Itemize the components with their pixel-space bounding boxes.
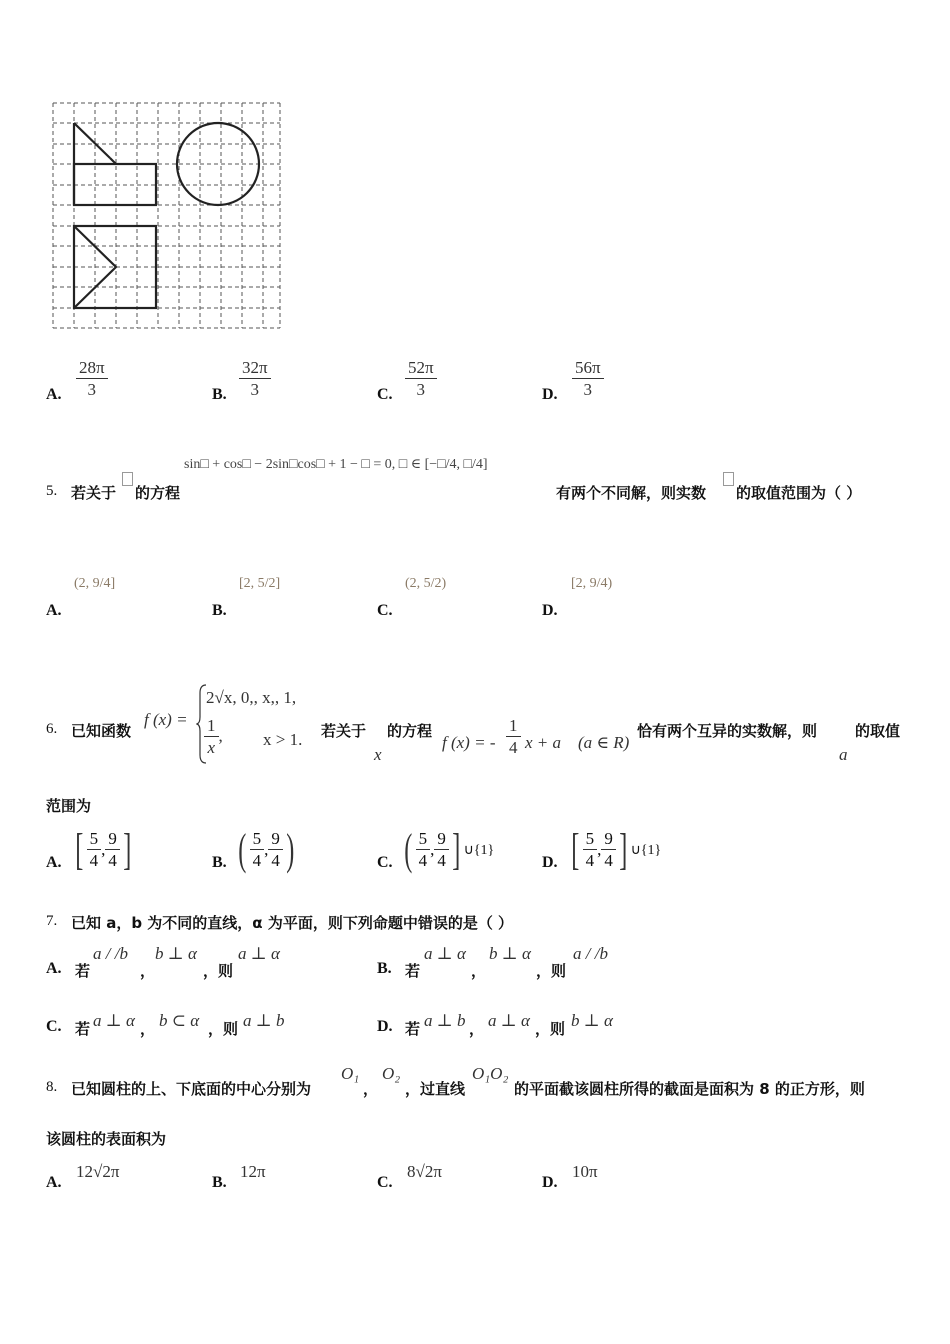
- q6-text-5: 的取值: [855, 722, 901, 740]
- q8-option-b-value: 12π: [240, 1162, 266, 1181]
- q5-placeholder-box-icon-2: [723, 472, 734, 486]
- q7-option-d-comma: ，: [469, 1020, 485, 1038]
- q6-eq-right: x + a: [525, 733, 562, 752]
- q8-text-4: 该圆柱的表面积为: [46, 1130, 167, 1148]
- q6-var-x: x: [374, 745, 382, 764]
- q8-option-c-label: C.: [377, 1174, 393, 1191]
- q4-option-d-label: D.: [542, 386, 558, 403]
- q8-option-a-value: 12√2π: [76, 1162, 120, 1181]
- q6-option-b-label: B.: [212, 854, 227, 871]
- q7-option-b-p2: b ⊥ α: [489, 944, 531, 963]
- q5-text-4: 的取值范围为（ ）: [736, 484, 862, 502]
- q7-option-b-then: ，则: [536, 962, 567, 980]
- q7-option-d-p1: a ⊥ b: [424, 1011, 466, 1030]
- q7-option-b-if: 若: [405, 962, 421, 980]
- q5-text-3: 有两个不同解，则实数: [556, 484, 707, 502]
- q5-option-d-value: [2, 9/4): [571, 576, 613, 591]
- q7-option-a-p2: b ⊥ α: [155, 944, 197, 963]
- q6-eq-left: f (x) = -: [442, 733, 496, 752]
- q8-o1: O₁: [341, 1064, 360, 1083]
- q7-option-a-if: 若: [75, 962, 91, 980]
- q8-comma: ，: [363, 1080, 379, 1098]
- q4-option-b-label: B.: [212, 386, 227, 403]
- q8-text-3: 的平面截该圆柱所得的截面是面积为 8 的正方形，则: [514, 1080, 865, 1098]
- q7-option-d-if: 若: [405, 1020, 421, 1038]
- q8-option-c-value: 8√2π: [407, 1162, 442, 1181]
- q8-option-d-value: 10π: [572, 1162, 598, 1181]
- q5-option-a-value: (2, 9/4]: [74, 576, 116, 591]
- q7-option-d-p2: a ⊥ α: [488, 1011, 530, 1030]
- q7-option-c-comma: ，: [140, 1020, 156, 1038]
- q5-equation: sin□ + cos□ − 2sin□cos□ + 1 − □ = 0, □ ∈ [−□/4, □/4]: [184, 457, 488, 472]
- q7-option-d-conclusion: b ⊥ α: [571, 1011, 613, 1030]
- q6-option-c-value: ( $\frac{5}{4}$ , $\frac{9}{4}$ ] ∪{1}: [404, 825, 495, 874]
- q6-text-1: 已知函数: [71, 722, 132, 740]
- q4-option-b-value: $\frac{32\pi}{3}$: [239, 358, 271, 401]
- q6-case-2-condition: x > 1.: [263, 730, 303, 749]
- q6-number: 6.: [46, 721, 58, 737]
- q8-option-a-label: A.: [46, 1174, 62, 1191]
- q7-option-b-p1: a ⊥ α: [424, 944, 466, 963]
- q7-option-b-comma: ，: [471, 962, 487, 980]
- q4-option-c-label: C.: [377, 386, 393, 403]
- q6-option-a-value: [ $\frac{5}{4}$ , $\frac{9}{4}$ ]: [75, 825, 132, 874]
- q5-option-b-value: [2, 5/2]: [239, 576, 281, 591]
- q5-text-1: 若关于: [71, 484, 117, 502]
- q7-option-d-then: ，则: [535, 1020, 566, 1038]
- q8-o1o2: O₁O₂: [472, 1064, 509, 1083]
- q7-option-c-then: ，则: [208, 1020, 239, 1038]
- q5-interval: [−□/4, □/4]: [424, 457, 488, 472]
- q5-option-c-label: C.: [377, 602, 393, 619]
- q5-number: 5.: [46, 483, 58, 499]
- q6-fx: f (x) =: [144, 710, 188, 729]
- q6-option-b-value: ( $\frac{5}{4}$ , $\frac{9}{4}$ ): [238, 825, 295, 874]
- q7-option-c-conclusion: a ⊥ b: [243, 1011, 285, 1030]
- q4-option-a-label: A.: [46, 386, 62, 403]
- q5-option-b-label: B.: [212, 602, 227, 619]
- q6-eq-condition: (a ∈ R): [578, 733, 630, 752]
- three-view-grid-figure: [50, 98, 290, 330]
- q7-option-c-label: C.: [46, 1018, 62, 1035]
- q5-option-a-label: A.: [46, 602, 62, 619]
- q6-var-a: a: [839, 745, 848, 764]
- q7-option-c-p1: a ⊥ α: [93, 1011, 135, 1030]
- q7-option-c-p2: b ⊂ α: [159, 1011, 200, 1030]
- q7-option-a-comma: ，: [140, 962, 156, 980]
- q6-case-1: 2√x, 0,, x,, 1,: [206, 688, 297, 707]
- q7-option-a-conclusion: a ⊥ α: [238, 944, 280, 963]
- q4-option-a-value: $\frac{28\pi}{3}$: [76, 358, 108, 401]
- q5-option-d-label: D.: [542, 602, 558, 619]
- q7-option-b-label: B.: [377, 960, 392, 977]
- q7-option-d-label: D.: [377, 1018, 393, 1035]
- q5-placeholder-box-icon: [122, 472, 133, 486]
- q6-text-6: 范围为: [46, 797, 92, 815]
- q6-option-d-label: D.: [542, 854, 558, 871]
- q6-option-c-label: C.: [377, 854, 393, 871]
- q6-text-4: 恰有两个互异的实数解，则: [637, 722, 818, 740]
- q8-text-2: ，过直线: [405, 1080, 466, 1098]
- q8-option-d-label: D.: [542, 1174, 558, 1191]
- q7-option-c-if: 若: [75, 1020, 91, 1038]
- q4-option-c-value: $\frac{52\pi}{3}$: [405, 358, 437, 401]
- q5-option-c-value: (2, 5/2): [405, 576, 447, 591]
- q7-option-b-conclusion: a / /b: [573, 944, 608, 963]
- q4-option-d-value: $\frac{56\pi}{3}$: [572, 358, 604, 401]
- q7-text: 已知 a，b 为不同的直线，α 为平面，则下列命题中错误的是（ ）: [71, 914, 514, 932]
- q7-number: 7.: [46, 913, 58, 929]
- q6-text-3: 的方程: [387, 722, 433, 740]
- q8-number: 8.: [46, 1079, 58, 1095]
- q6-eq-fraction: $\frac{1}{4}$: [506, 716, 521, 759]
- q6-case-2-fraction: $\frac{1}{x}$ ,: [204, 716, 223, 759]
- q7-option-a-then: ，则: [203, 962, 234, 980]
- q8-text-1: 已知圆柱的上、下底面的中心分别为: [71, 1080, 312, 1098]
- q8-o2: O₂: [382, 1064, 401, 1083]
- q6-option-a-label: A.: [46, 854, 62, 871]
- q5-text-2: 的方程: [135, 484, 181, 502]
- q6-text-2: 若关于: [321, 722, 367, 740]
- q6-option-d-value: [ $\frac{5}{4}$ , $\frac{9}{4}$ ] ∪{1}: [571, 825, 662, 874]
- q8-option-b-label: B.: [212, 1174, 227, 1191]
- q7-option-a-label: A.: [46, 960, 62, 977]
- q7-option-a-p1: a / /b: [93, 944, 128, 963]
